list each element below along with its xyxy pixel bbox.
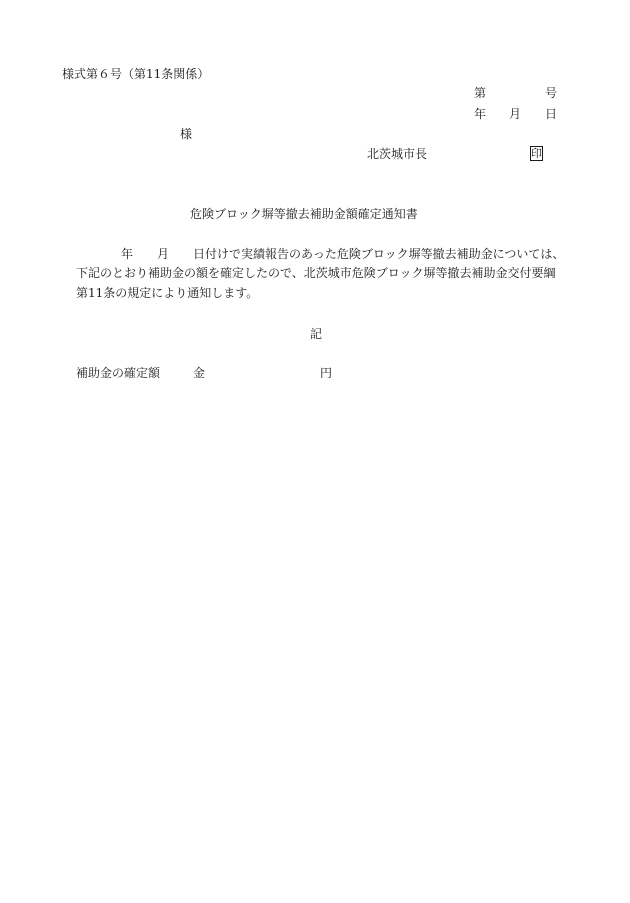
amount-label: 補助金の確定額	[76, 366, 161, 380]
addressee-honorific: 様	[180, 127, 193, 141]
body-line-3: 第11条の規定により通知します。	[76, 286, 259, 300]
amount-prefix: 金	[193, 366, 206, 380]
ki-heading: 記	[310, 327, 323, 341]
seal-stamp-box: 印	[531, 147, 542, 160]
body-year-label: 年	[121, 247, 134, 261]
document-number-unit: 号	[545, 86, 558, 100]
body-line-2: 下記のとおり補助金の額を確定したので、北茨城市危険ブロック塀等撤去補助金交付要綱	[76, 266, 556, 280]
date-year-label: 年	[474, 107, 487, 121]
date-month-label: 月	[509, 107, 522, 121]
form-number: 様式第６号（第11条関係）	[62, 67, 210, 81]
body-month-label: 月	[157, 247, 170, 261]
document-number-label: 第	[474, 86, 487, 100]
document-title: 危険ブロック塀等撤去補助金額確定通知書	[190, 207, 418, 221]
amount-unit: 円	[320, 366, 333, 380]
sender-name: 北茨城市長	[367, 147, 428, 161]
body-line-1: 日付けで実績報告のあった危険ブロック塀等撤去補助金については、	[193, 247, 565, 261]
date-day-label: 日	[545, 107, 558, 121]
